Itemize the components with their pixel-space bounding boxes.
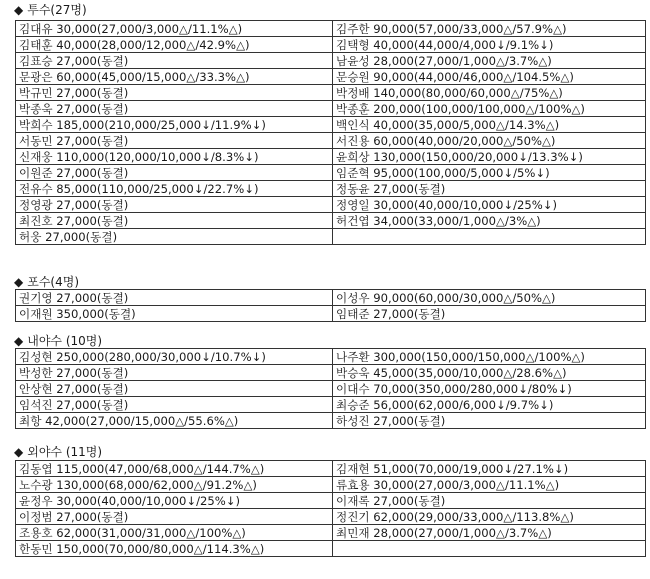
player-salary-cell: 백인식 40,000(35,000/5,000△/14.3%△) [333, 117, 646, 133]
table-row [16, 133, 646, 149]
table-row [16, 493, 646, 509]
section-title-text: 포수(4명) [27, 275, 80, 289]
player-salary-cell: 임태준 27,000(동결) [333, 306, 646, 322]
player-salary-cell: 권기영 27,000(동결) [16, 290, 333, 306]
diamond-bullet-icon: ◆ [14, 334, 24, 348]
player-salary-cell: 최승준 56,000(62,000/6,000↓/9.7%↓) [333, 397, 646, 413]
player-salary-cell: 윤정우 30,000(40,000/10,000↓/25%↓) [16, 493, 333, 509]
diamond-bullet-icon: ◆ [14, 445, 24, 459]
player-salary-cell: 박희수 185,000(210,000/25,000↓/11.9%↓) [16, 117, 333, 133]
table-row [16, 69, 646, 85]
table-row [16, 101, 646, 117]
player-salary-cell: 나주환 300,000(150,000/150,000△/100%△) [333, 349, 646, 365]
table-row [16, 229, 646, 245]
player-salary-cell: 김대유 30,000(27,000/3,000△/11.1%△) [16, 21, 333, 37]
table-row [16, 397, 646, 413]
table-row [16, 165, 646, 181]
player-salary-cell: 서진용 60,000(40,000/20,000△/50%△) [333, 133, 646, 149]
player-salary-cell: 노수광 130,000(68,000/62,000△/91.2%△) [16, 477, 333, 493]
table-row [16, 365, 646, 381]
table-row [16, 181, 646, 197]
player-salary-cell: 박정배 140,000(80,000/60,000△/75%△) [333, 85, 646, 101]
player-salary-cell: 문승원 90,000(44,000/46,000△/104.5%△) [333, 69, 646, 85]
table-row [16, 413, 646, 429]
table-row [16, 21, 646, 37]
table-row [16, 381, 646, 397]
table-row [16, 213, 646, 229]
table-row [16, 197, 646, 213]
table-row [16, 461, 646, 477]
roster-table [15, 289, 646, 322]
player-salary-cell: 김성현 250,000(280,000/30,000↓/10.7%↓) [16, 349, 333, 365]
table-row [16, 37, 646, 53]
player-salary-cell: 김택형 40,000(44,000/4,000↓/9.1%↓) [333, 37, 646, 53]
player-salary-cell: 임준혁 95,000(100,000/5,000↓/5%↓) [333, 165, 646, 181]
player-salary-cell: 서동민 27,000(동결) [16, 133, 333, 149]
table-row [16, 85, 646, 101]
table-row [16, 541, 646, 557]
player-salary-cell: 김재현 51,000(70,000/19,000↓/27.1%↓) [333, 461, 646, 477]
table-row [16, 53, 646, 69]
player-salary-cell: 최진호 27,000(동결) [16, 213, 333, 229]
roster-table [15, 20, 646, 245]
roster-table [15, 460, 646, 557]
section-title [14, 445, 102, 460]
player-salary-cell: 임석진 27,000(동결) [16, 397, 333, 413]
player-salary-cell: 김동엽 115,000(47,000/68,000△/144.7%△) [16, 461, 333, 477]
player-salary-cell: 류효용 30,000(27,000/3,000△/11.1%△) [333, 477, 646, 493]
player-salary-cell: 하성진 27,000(동결) [333, 413, 646, 429]
roster-table [15, 348, 646, 429]
player-salary-cell: 조용호 62,000(31,000/31,000△/100%△) [16, 525, 333, 541]
player-salary-cell [333, 229, 646, 245]
section-title [14, 334, 102, 349]
player-salary-cell: 안상현 27,000(동결) [16, 381, 333, 397]
player-salary-cell: 허웅 27,000(동결) [16, 229, 333, 245]
player-salary-cell: 김주한 90,000(57,000/33,000△/57.9%△) [333, 21, 646, 37]
diamond-bullet-icon: ◆ [14, 275, 24, 289]
player-salary-cell: 최민재 28,000(27,000/1,000△/3.7%△) [333, 525, 646, 541]
diamond-bullet-icon: ◆ [14, 3, 24, 17]
player-salary-cell: 이재록 27,000(동결) [333, 493, 646, 509]
table-row [16, 509, 646, 525]
section-title [14, 275, 79, 290]
table-row [16, 117, 646, 133]
table-row [16, 149, 646, 165]
table-row [16, 290, 646, 306]
player-salary-cell: 정영일 30,000(40,000/10,000↓/25%↓) [333, 197, 646, 213]
player-salary-cell: 허건엽 34,000(33,000/1,000△/3%△) [333, 213, 646, 229]
player-salary-cell: 신재웅 110,000(120,000/10,000↓/8.3%↓) [16, 149, 333, 165]
section-title-text: 내야수 (10명) [27, 334, 103, 348]
player-salary-cell: 윤희상 130,000(150,000/20,000↓/13.3%↓) [333, 149, 646, 165]
player-salary-cell: 한동민 150,000(70,000/80,000△/114.3%△) [16, 541, 333, 557]
player-salary-cell: 박규민 27,000(동결) [16, 85, 333, 101]
player-salary-cell: 정동윤 27,000(동결) [333, 181, 646, 197]
player-salary-cell: 이원준 27,000(동결) [16, 165, 333, 181]
table-row [16, 525, 646, 541]
section-title [14, 3, 87, 18]
section-title-text: 외야수 (11명) [27, 445, 103, 459]
player-salary-cell [333, 541, 646, 557]
player-salary-cell: 김표승 27,000(동결) [16, 53, 333, 69]
player-salary-cell: 남윤성 28,000(27,000/1,000△/3.7%△) [333, 53, 646, 69]
player-salary-cell: 최항 42,000(27,000/15,000△/55.6%△) [16, 413, 333, 429]
player-salary-cell: 박종훈 200,000(100,000/100,000△/100%△) [333, 101, 646, 117]
player-salary-cell: 박종욱 27,000(동결) [16, 101, 333, 117]
player-salary-cell: 문광은 60,000(45,000/15,000△/33.3%△) [16, 69, 333, 85]
player-salary-cell: 전유수 85,000(110,000/25,000↓/22.7%↓) [16, 181, 333, 197]
player-salary-cell: 이재원 350,000(동결) [16, 306, 333, 322]
table-row [16, 477, 646, 493]
player-salary-cell: 이성우 90,000(60,000/30,000△/50%△) [333, 290, 646, 306]
table-row [16, 349, 646, 365]
player-salary-cell: 이대수 70,000(350,000/280,000↓/80%↓) [333, 381, 646, 397]
player-salary-cell: 정진기 62,000(29,000/33,000△/113.8%△) [333, 509, 646, 525]
player-salary-cell: 정영광 27,000(동결) [16, 197, 333, 213]
player-salary-cell: 김태훈 40,000(28,000/12,000△/42.9%△) [16, 37, 333, 53]
section-title-text: 투수(27명) [27, 3, 87, 17]
player-salary-cell: 이정범 27,000(동결) [16, 509, 333, 525]
table-row [16, 306, 646, 322]
player-salary-cell: 박승욱 45,000(35,000/10,000△/28.6%△) [333, 365, 646, 381]
player-salary-cell: 박성한 27,000(동결) [16, 365, 333, 381]
